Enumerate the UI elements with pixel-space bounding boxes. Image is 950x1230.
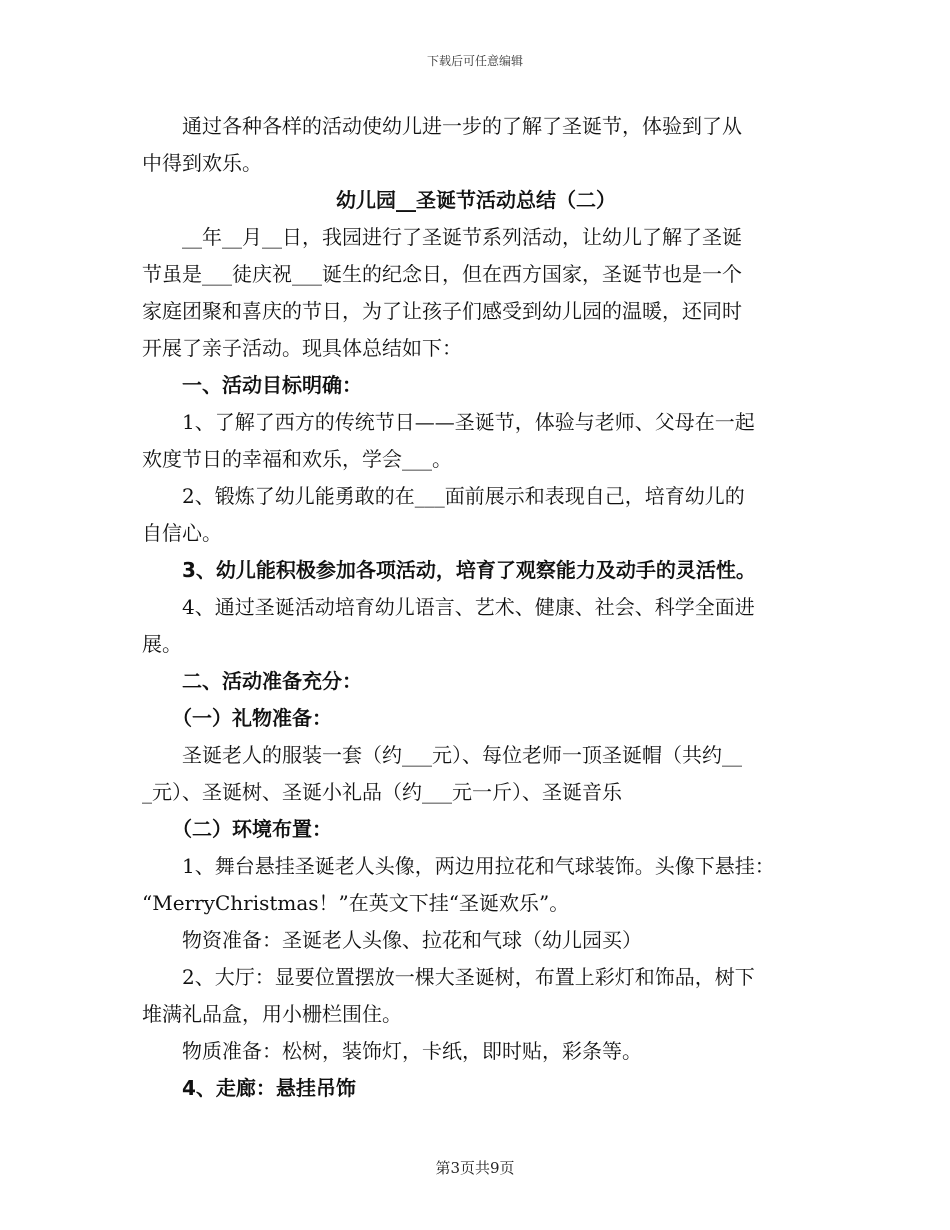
environment-item-2: 2、大厅：显要位置摆放一棵大圣诞树，布置上彩灯和饰品，树下 [182, 965, 755, 989]
environment-item-2-cont: 堆满礼品盒，用小栅栏围住。 [142, 1002, 402, 1026]
section-title: 幼儿园__圣诞节活动总结（二） [336, 188, 616, 212]
goal-item-2-cont: 自信心。 [142, 521, 222, 545]
paragraph-line: 节虽是___徒庆祝___诞生的纪念日，但在西方国家，圣诞节也是一个 [142, 262, 742, 286]
environment-item-1-cont: “MerryChristmas！”在英文下挂“圣诞欢乐”。 [142, 891, 570, 915]
document-body [142, 108, 810, 1107]
material-list-1: 物资准备：圣诞老人头像、拉花和气球（幼儿园买） [182, 928, 642, 952]
goal-item-4-cont: 展。 [142, 632, 182, 656]
goal-item-1-cont: 欢度节日的幸福和欢乐，学会___。 [142, 447, 452, 471]
goal-item-4: 4、通过圣诞活动培育幼儿语言、艺术、健康、社会、科学全面进 [182, 595, 755, 619]
gift-list: 圣诞老人的服装一套（约___元）、每位老师一顶圣诞帽（共约__ [182, 743, 742, 767]
page-number: 第3页共9页 [435, 1159, 515, 1177]
subheading-gifts: （一）礼物准备： [172, 706, 332, 730]
subheading-environment: （二）环境布置： [172, 817, 332, 841]
paragraph-line: 中得到欢乐。 [142, 151, 262, 175]
header-note: 下载后可任意编辑 [426, 54, 523, 68]
paragraph-line: 通过各种各样的活动使幼儿进一步的了解了圣诞节，体验到了从 [182, 114, 742, 138]
gift-list-cont: _元）、圣诞树、圣诞小礼品（约___元一斤）、圣诞音乐 [142, 780, 622, 804]
heading-preparation: 二、活动准备充分： [182, 669, 362, 693]
paragraph-line: 开展了亲子活动。现具体总结如下： [142, 336, 462, 360]
paragraph-line: 家庭团聚和喜庆的节日，为了让孩子们感受到幼儿园的温暖，还同时 [142, 299, 742, 323]
environment-item-4: 4、走廊：悬挂吊饰 [182, 1076, 356, 1100]
goal-item-3: 3、幼儿能积极参加各项活动，培育了观察能力及动手的灵活性。 [182, 558, 756, 582]
environment-item-1: 1、舞台悬挂圣诞老人头像，两边用拉花和气球装饰。头像下悬挂： [182, 854, 775, 878]
goal-item-1: 1、了解了西方的传统节日——圣诞节，体验与老师、父母在一起 [182, 410, 755, 434]
paragraph-line: __年__月__日，我园进行了圣诞节系列活动，让幼儿了解了圣诞 [182, 225, 742, 249]
material-list-2: 物质准备：松树，装饰灯，卡纸，即时贴，彩条等。 [182, 1039, 642, 1063]
heading-goals: 一、活动目标明确： [182, 373, 362, 397]
goal-item-2: 2、锻炼了幼儿能勇敢的在___面前展示和表现自己，培育幼儿的 [182, 484, 745, 508]
